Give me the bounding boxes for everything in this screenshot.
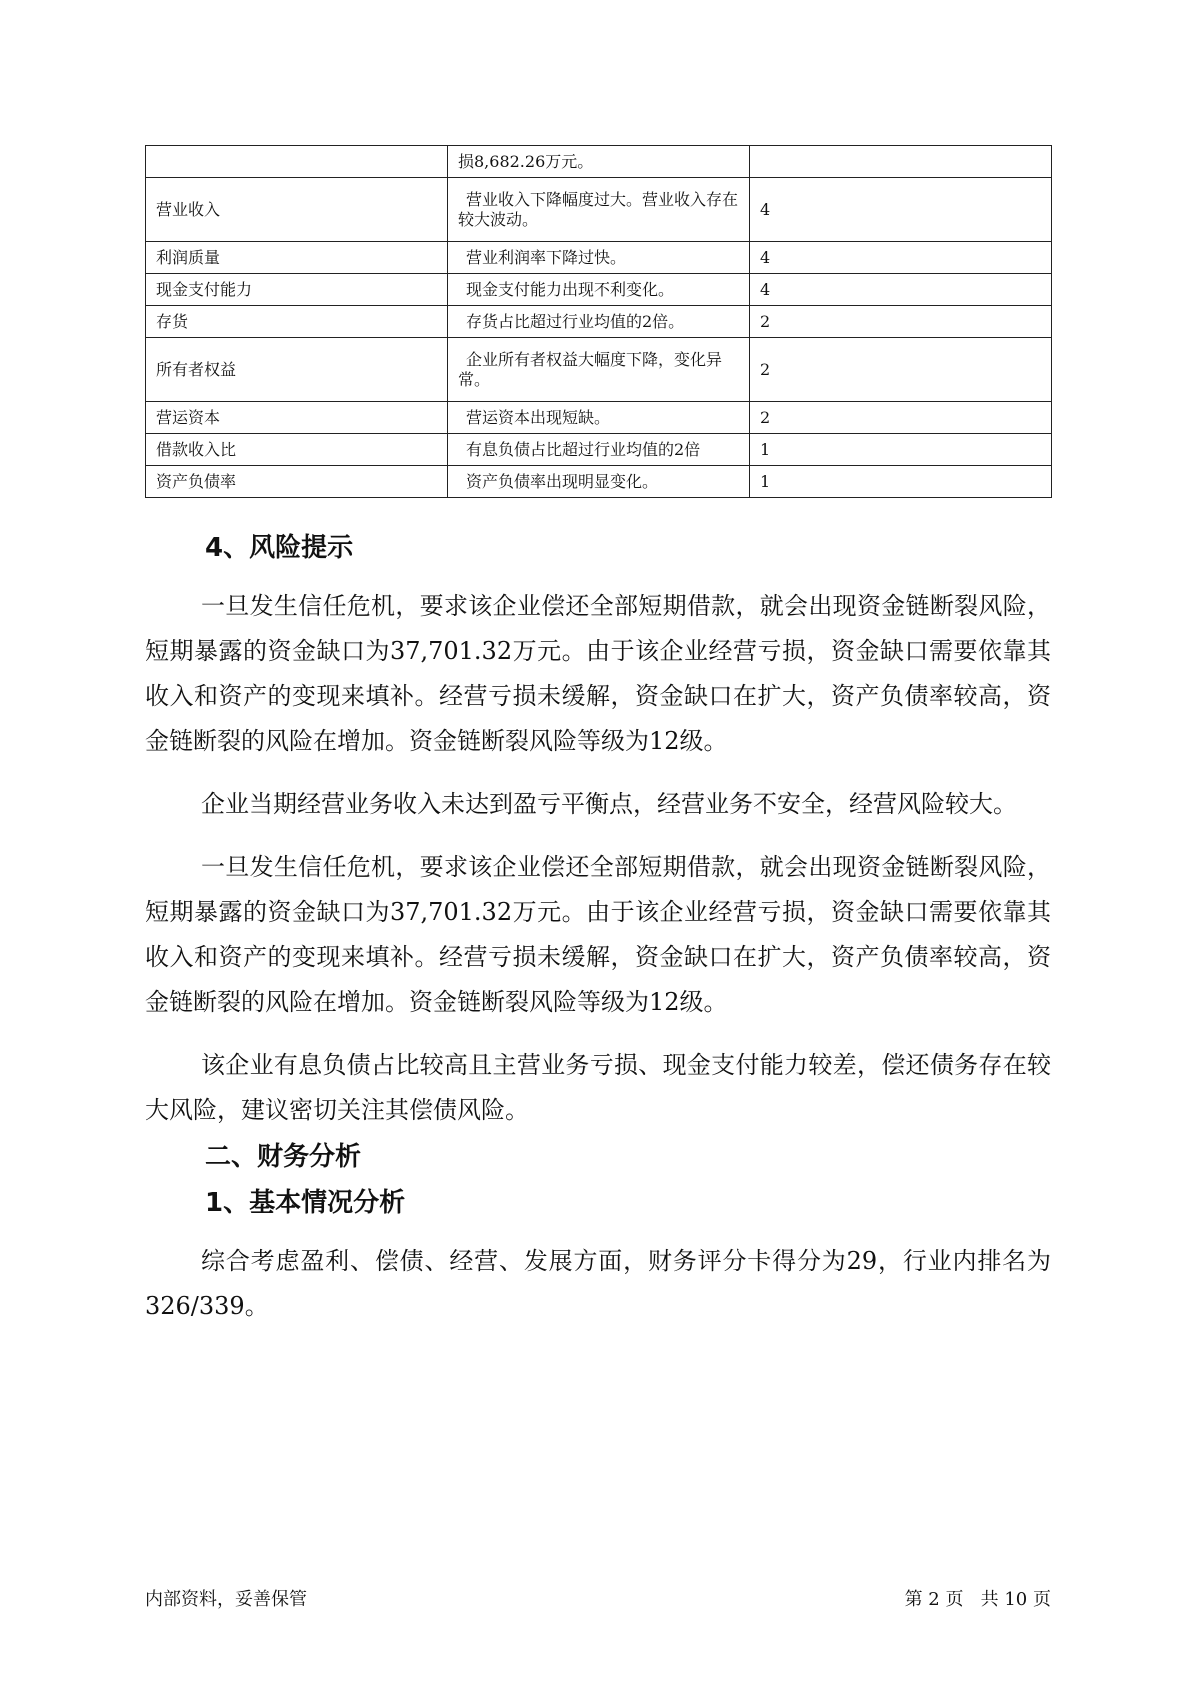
table-row [146, 178, 1052, 242]
table-cell-score: 2 [750, 402, 1052, 434]
finance-section-heading: 二、财务分析 [205, 1142, 362, 1172]
table-cell-item: 营运资本 [146, 402, 448, 434]
table-row [146, 402, 1052, 434]
table-cell-desc: 有息负债占比超过行业均值的2倍 [448, 434, 750, 466]
table-row [146, 146, 1052, 178]
risk-paragraph: 该企业有息负债占比较高且主营业务亏损、现金支付能力较差，偿还债务存在较大风险，建议密切关注其偿债风险。 [145, 1051, 1051, 1124]
table-cell-desc: 营运资本出现短缺。 [448, 402, 750, 434]
table-cell-desc: 现金支付能力出现不利变化。 [448, 274, 750, 306]
table-cell-score: 2 [750, 338, 1052, 402]
table-cell-score [750, 146, 1052, 178]
table-cell-item: 营业收入 [146, 178, 448, 242]
table-cell-desc: 企业所有者权益大幅度下降，变化异常。 [448, 338, 750, 402]
table-cell-desc: 资产负债率出现明显变化。 [448, 466, 750, 498]
table-cell-item: 利润质量 [146, 242, 448, 274]
risk-paragraph: 一旦发生信任危机，要求该企业偿还全部短期借款，就会出现资金链断裂风险，短期暴露的资金缺口为37,701.32万元。由于该企业经营亏损，资金缺口需要依靠其收入和资产的变现来填补。经营亏损未缓解，资金缺口在扩大，资产负债率较高，资金链断裂的风险在增加。资金链断裂风险等级为12级。 [145, 592, 1051, 755]
table-row [146, 242, 1052, 274]
table-cell-score: 1 [750, 466, 1052, 498]
table-cell-item: 存货 [146, 306, 448, 338]
table-cell-score: 1 [750, 434, 1052, 466]
risk-indicator-table [145, 145, 1052, 498]
table-cell-item [146, 146, 448, 178]
basic-analysis-heading: 1、基本情况分析 [205, 1188, 406, 1218]
footer-page-number: 第 2 页 共 10 页 [904, 1589, 1051, 1610]
table-cell-score: 4 [750, 242, 1052, 274]
table-cell-item: 现金支付能力 [146, 274, 448, 306]
table-row [146, 274, 1052, 306]
table-row [146, 338, 1052, 402]
table-cell-desc: 营业收入下降幅度过大。营业收入存在较大波动。 [448, 178, 750, 242]
table-cell-item: 借款收入比 [146, 434, 448, 466]
table-cell-desc: 损8,682.26万元。 [448, 146, 750, 178]
table-cell-desc: 存货占比超过行业均值的2倍。 [448, 306, 750, 338]
table-row [146, 434, 1052, 466]
table-cell-score: 4 [750, 274, 1052, 306]
risk-section-heading: 4、风险提示 [205, 533, 354, 563]
table-cell-item: 资产负债率 [146, 466, 448, 498]
table-row [146, 466, 1052, 498]
table-cell-item: 所有者权益 [146, 338, 448, 402]
document-body [145, 530, 1051, 1329]
basic-analysis-paragraph: 综合考虑盈利、偿债、经营、发展方面，财务评分卡得分为29，行业内排名为326/339。 [145, 1247, 1051, 1320]
table-cell-score: 2 [750, 306, 1052, 338]
risk-paragraph: 企业当期经营业务收入未达到盈亏平衡点，经营业务不安全，经营风险较大。 [201, 790, 1017, 818]
risk-paragraph: 一旦发生信任危机，要求该企业偿还全部短期借款，就会出现资金链断裂风险，短期暴露的资金缺口为37,701.32万元。由于该企业经营亏损，资金缺口需要依靠其收入和资产的变现来填补。经营亏损未缓解，资金缺口在扩大，资产负债率较高，资金链断裂的风险在增加。资金链断裂风险等级为12级。 [145, 853, 1051, 1016]
table-row [146, 306, 1052, 338]
footer-confidential-note: 内部资料，妥善保管 [145, 1589, 307, 1610]
table-cell-score: 4 [750, 178, 1052, 242]
table-cell-desc: 营业利润率下降过快。 [448, 242, 750, 274]
